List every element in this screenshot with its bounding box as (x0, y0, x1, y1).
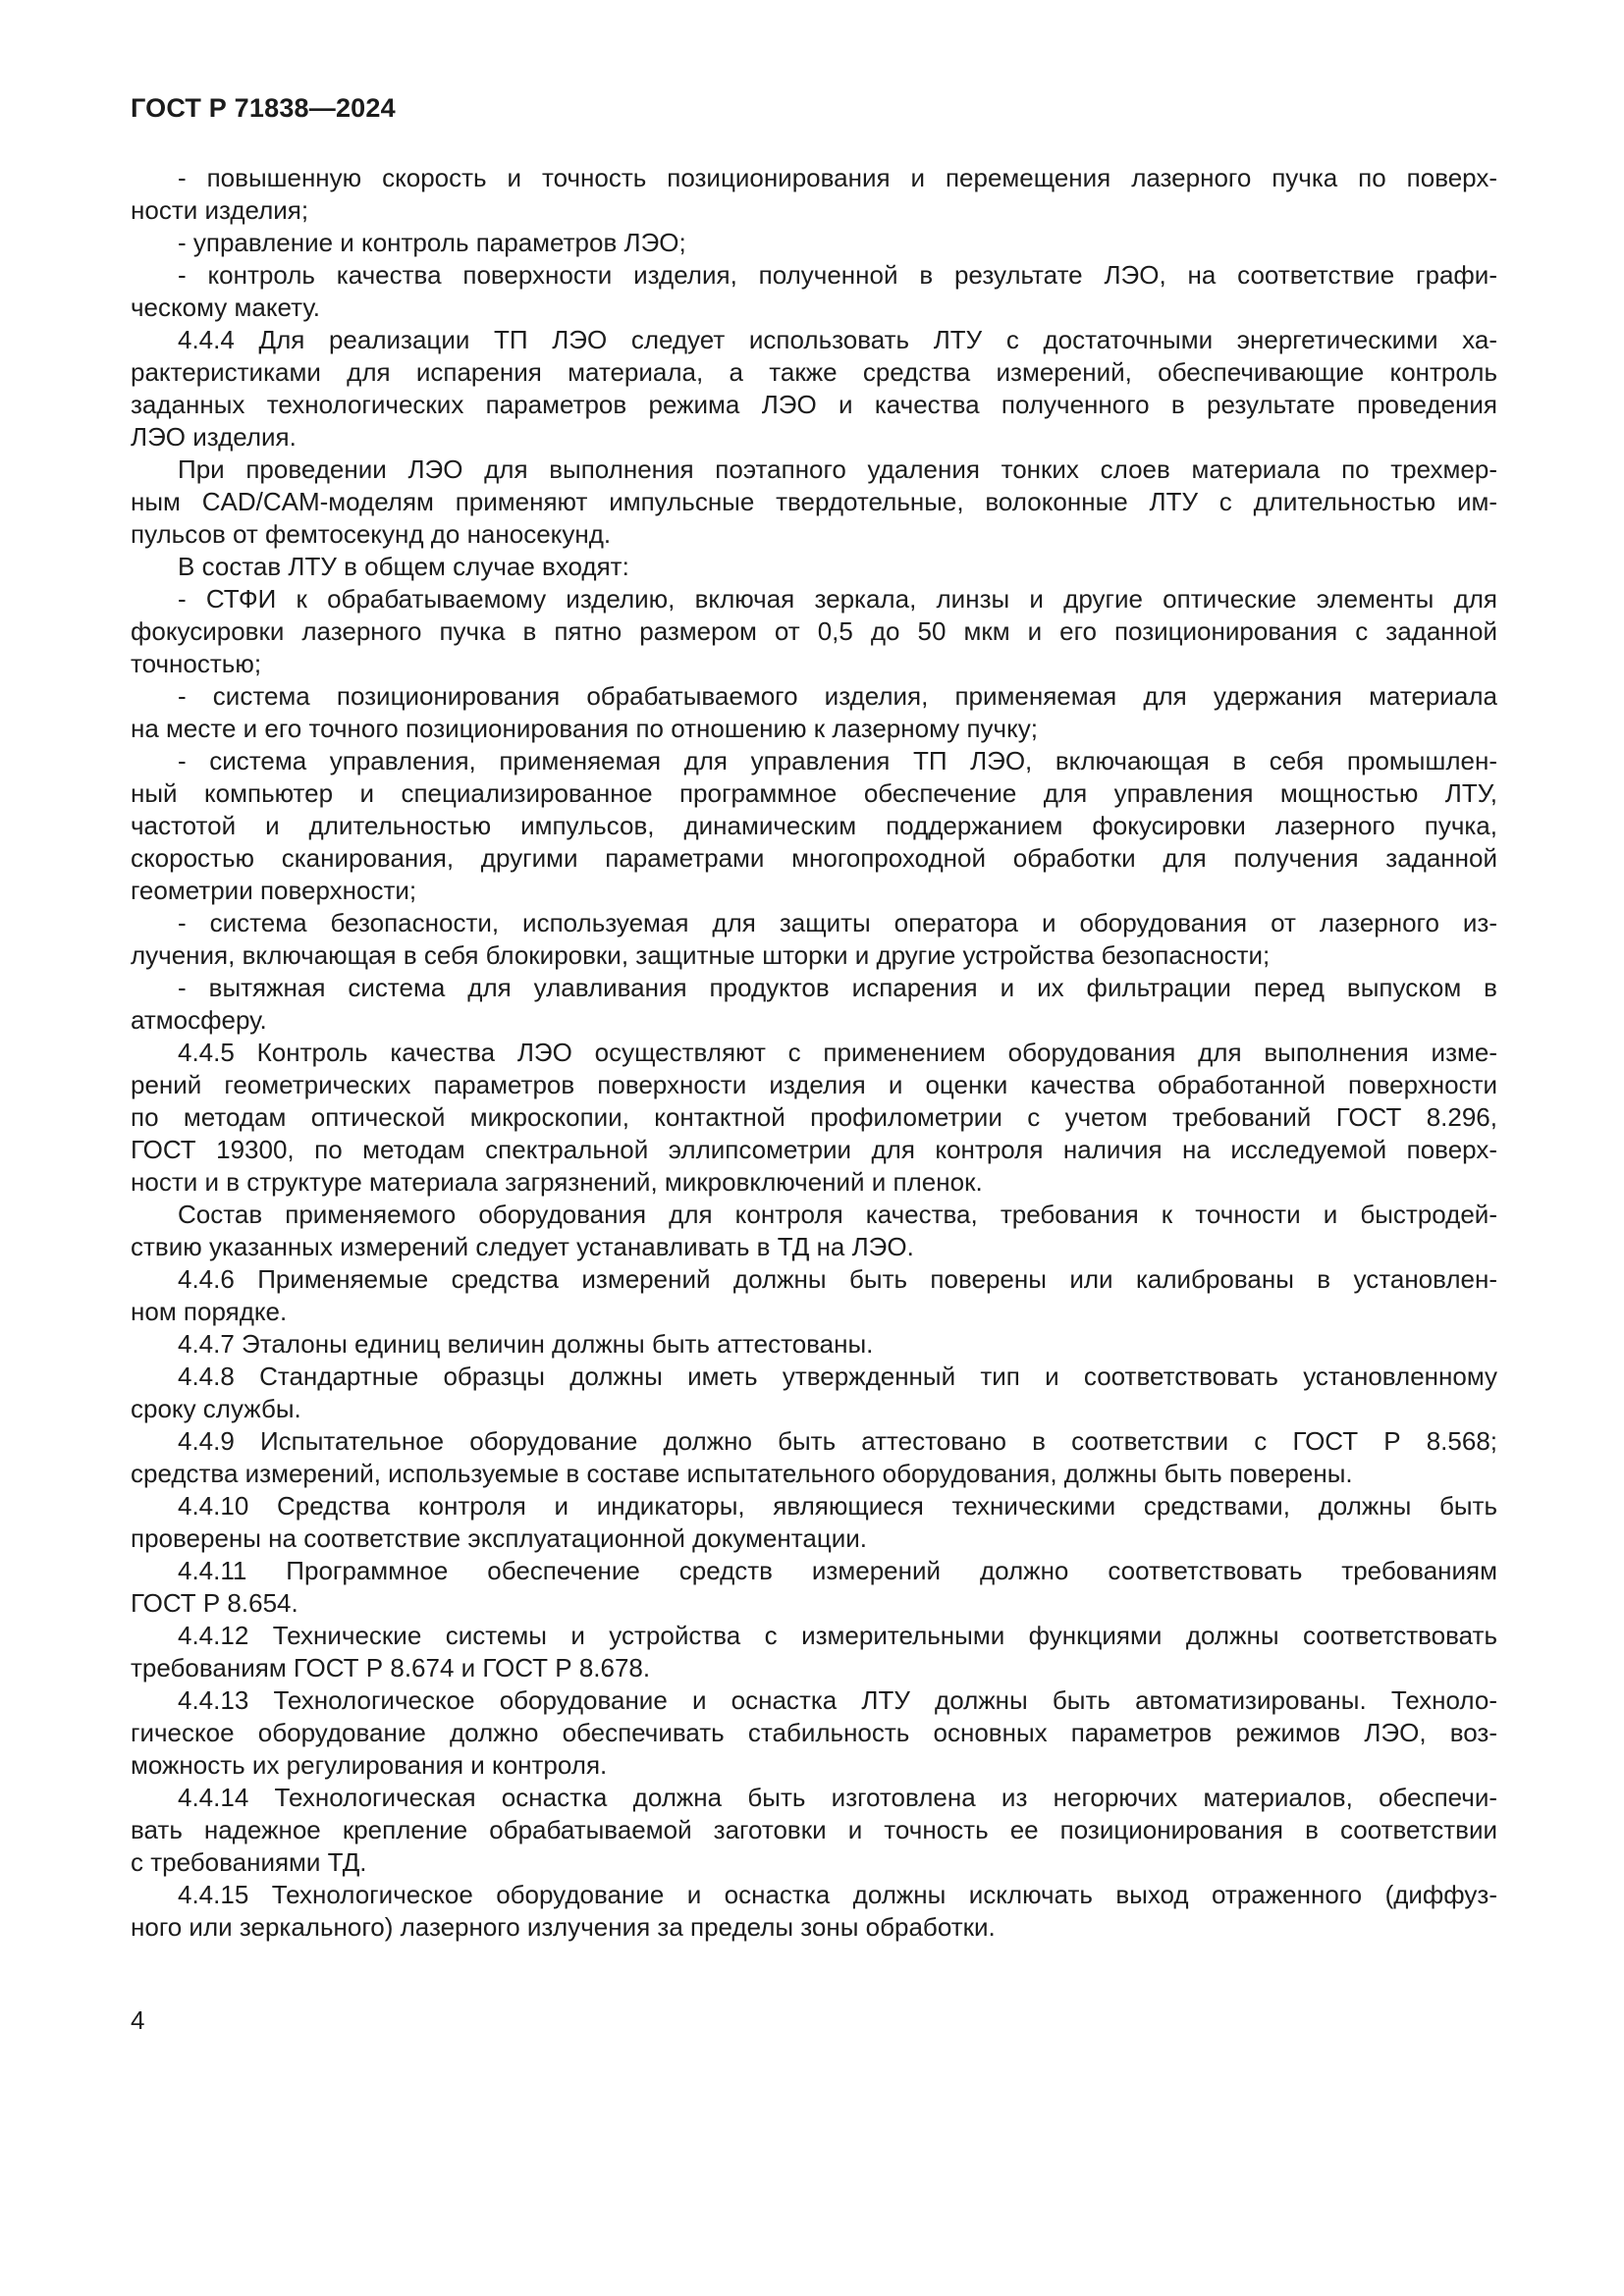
text-line: фокусировки лазерного пучка в пятно размером от 0,5 до 50 мкм и его позиционирования с заданной (131, 616, 1497, 646)
paragraph (131, 324, 1497, 454)
paragraph (131, 745, 1497, 907)
text-line: атмосферу. (131, 1005, 267, 1035)
text-line: рений геометрических параметров поверхности изделия и оценки качества обработанной поверхности (131, 1070, 1497, 1099)
text-line: с требованиями ТД. (131, 1847, 367, 1877)
paragraph (131, 162, 1497, 227)
text-line: гическое оборудование должно обеспечивать стабильность основных параметров режимов ЛЭО, воз- (131, 1718, 1497, 1747)
text-line: требованиям ГОСТ Р 8.674 и ГОСТ Р 8.678. (131, 1653, 651, 1682)
text-line: При проведении ЛЭО для выполнения поэтапного удаления тонких слоев материала по трехмер- (178, 454, 1497, 484)
text-line: 4.4.12 Технические системы и устройства с измерительными функциями должны соответствовать (178, 1621, 1497, 1650)
text-line: - контроль качества поверхности изделия, полученной в результате ЛЭО, на соответствие графи- (178, 260, 1497, 290)
text-line: ГОСТ 19300, по методам спектральной эллипсометрии для контроля наличия на исследуемой поверх- (131, 1135, 1497, 1164)
text-line: - система управления, применяемая для управления ТП ЛЭО, включающая в себя промышлен- (178, 746, 1497, 775)
text-line: 4.4.14 Технологическая оснастка должна быть изготовлена из негорючих материалов, обеспечи- (178, 1783, 1497, 1812)
text-line: Состав применяемого оборудования для контроля качества, требования к точности и быстродей- (178, 1200, 1497, 1229)
paragraph (131, 454, 1497, 551)
text-line: - СТФИ к обрабатываемому изделию, включая зеркала, линзы и другие оптические элементы для (178, 584, 1497, 614)
text-line: пульсов от фемтосекунд до наносекунд. (131, 519, 612, 549)
text-line: - система безопасности, используемая для защиты оператора и оборудования от лазерного из- (178, 908, 1497, 937)
text-line: ГОСТ Р 8.654. (131, 1588, 298, 1618)
text-line: вать надежное крепление обрабатываемой заготовки и точность ее позиционирования в соответствии (131, 1815, 1497, 1844)
text-line: по методам оптической микроскопии, контактной профилометрии с учетом требований ГОСТ 8.296, (131, 1102, 1497, 1132)
paragraph (131, 1620, 1497, 1684)
text-line: 4.4.7 Эталоны единиц величин должны быть аттестованы. (178, 1329, 874, 1359)
paragraph (131, 1684, 1497, 1782)
text-line: - управление и контроль параметров ЛЭО; (178, 228, 686, 257)
paragraph (131, 972, 1497, 1037)
paragraph (131, 1199, 1497, 1263)
page-number: 4 (131, 2005, 145, 2035)
text-line: ческому макету. (131, 293, 320, 322)
document-body (131, 162, 1497, 1944)
text-line: можность их регулирования и контроля. (131, 1750, 608, 1780)
text-line: проверены на соответствие эксплуатационной документации. (131, 1523, 868, 1553)
text-line: ном порядке. (131, 1297, 288, 1326)
text-line: 4.4.10 Средства контроля и индикаторы, являющиеся техническими средствами, должны быть (178, 1491, 1497, 1521)
text-line: 4.4.9 Испытательное оборудование должно быть аттестовано в соответствии с ГОСТ Р 8.568; (178, 1426, 1497, 1456)
text-line: - вытяжная система для улавливания продуктов испарения и их фильтрации перед выпуском в (178, 973, 1497, 1002)
paragraph (131, 1879, 1497, 1944)
document-header: ГОСТ Р 71838—2024 (131, 93, 396, 123)
text-line: лучения, включающая в себя блокировки, защитные шторки и другие устройства безопасности; (131, 940, 1271, 970)
text-line: 4.4.6 Применяемые средства измерений должны быть поверены или калиброваны в установлен- (178, 1264, 1497, 1294)
text-line: ным CAD/CAM-моделям применяют импульсные твердотельные, волоконные ЛТУ с длительностью им- (131, 487, 1497, 516)
text-line: ности изделия; (131, 195, 309, 225)
text-line: средства измерений, используемые в составе испытательного оборудования, должны быть поверены. (131, 1459, 1353, 1488)
text-line: скоростью сканирования, другими параметрами многопроходной обработки для получения заданной (131, 843, 1497, 873)
text-line: В состав ЛТУ в общем случае входят: (178, 552, 629, 581)
text-line: геометрии поверхности; (131, 876, 417, 905)
text-line: ствию указанных измерений следует устанавливать в ТД на ЛЭО. (131, 1232, 914, 1261)
text-line: сроку службы. (131, 1394, 301, 1423)
paragraph (131, 1782, 1497, 1879)
text-line: 4.4.5 Контроль качества ЛЭО осуществляют с применением оборудования для выполнения изме- (178, 1038, 1497, 1067)
paragraph (131, 907, 1497, 972)
text-line: заданных технологических параметров режима ЛЭО и качества полученного в результате проведения (131, 390, 1497, 419)
text-line: на месте и его точного позиционирования по отношению к лазерному пучку; (131, 714, 1038, 743)
paragraph (131, 1328, 1497, 1361)
text-line: ный компьютер и специализированное программное обеспечение для управления мощностью ЛТУ, (131, 778, 1497, 808)
paragraph (131, 551, 1497, 583)
paragraph (131, 259, 1497, 324)
paragraph (131, 680, 1497, 745)
text-line: рактеристиками для испарения материала, а также средства измерений, обеспечивающие контроль (131, 357, 1497, 387)
text-line: 4.4.15 Технологическое оборудование и оснастка должны исключать выход отраженного (диффуз- (178, 1880, 1497, 1909)
paragraph (131, 1425, 1497, 1490)
text-line: 4.4.4 Для реализации ТП ЛЭО следует использовать ЛТУ с достаточными энергетическими ха- (178, 325, 1497, 354)
text-line: 4.4.8 Стандартные образцы должны иметь утвержденный тип и соответствовать установленному (178, 1362, 1497, 1391)
paragraph (131, 1555, 1497, 1620)
paragraph (131, 227, 1497, 259)
text-line: ЛЭО изделия. (131, 422, 297, 452)
paragraph (131, 1037, 1497, 1199)
paragraph (131, 1490, 1497, 1555)
text-line: 4.4.13 Технологическое оборудование и оснастка ЛТУ должны быть автоматизированы. Техноло- (178, 1685, 1497, 1715)
paragraph (131, 583, 1497, 680)
text-line: частотой и длительностью импульсов, динамическим поддержанием фокусировки лазерного пучка, (131, 811, 1497, 840)
text-line: - система позиционирования обрабатываемого изделия, применяемая для удержания материала (178, 681, 1497, 711)
text-line: ного или зеркального) лазерного излучения за пределы зоны обработки. (131, 1912, 996, 1942)
text-line: ности и в структуре материала загрязнений, микровключений и пленок. (131, 1167, 983, 1197)
paragraph (131, 1263, 1497, 1328)
text-line: - повышенную скорость и точность позиционирования и перемещения лазерного пучка по поверх- (178, 163, 1497, 192)
text-line: 4.4.11 Программное обеспечение средств измерений должно соответствовать требованиям (178, 1556, 1497, 1585)
text-line: точностью; (131, 649, 262, 678)
paragraph (131, 1361, 1497, 1425)
